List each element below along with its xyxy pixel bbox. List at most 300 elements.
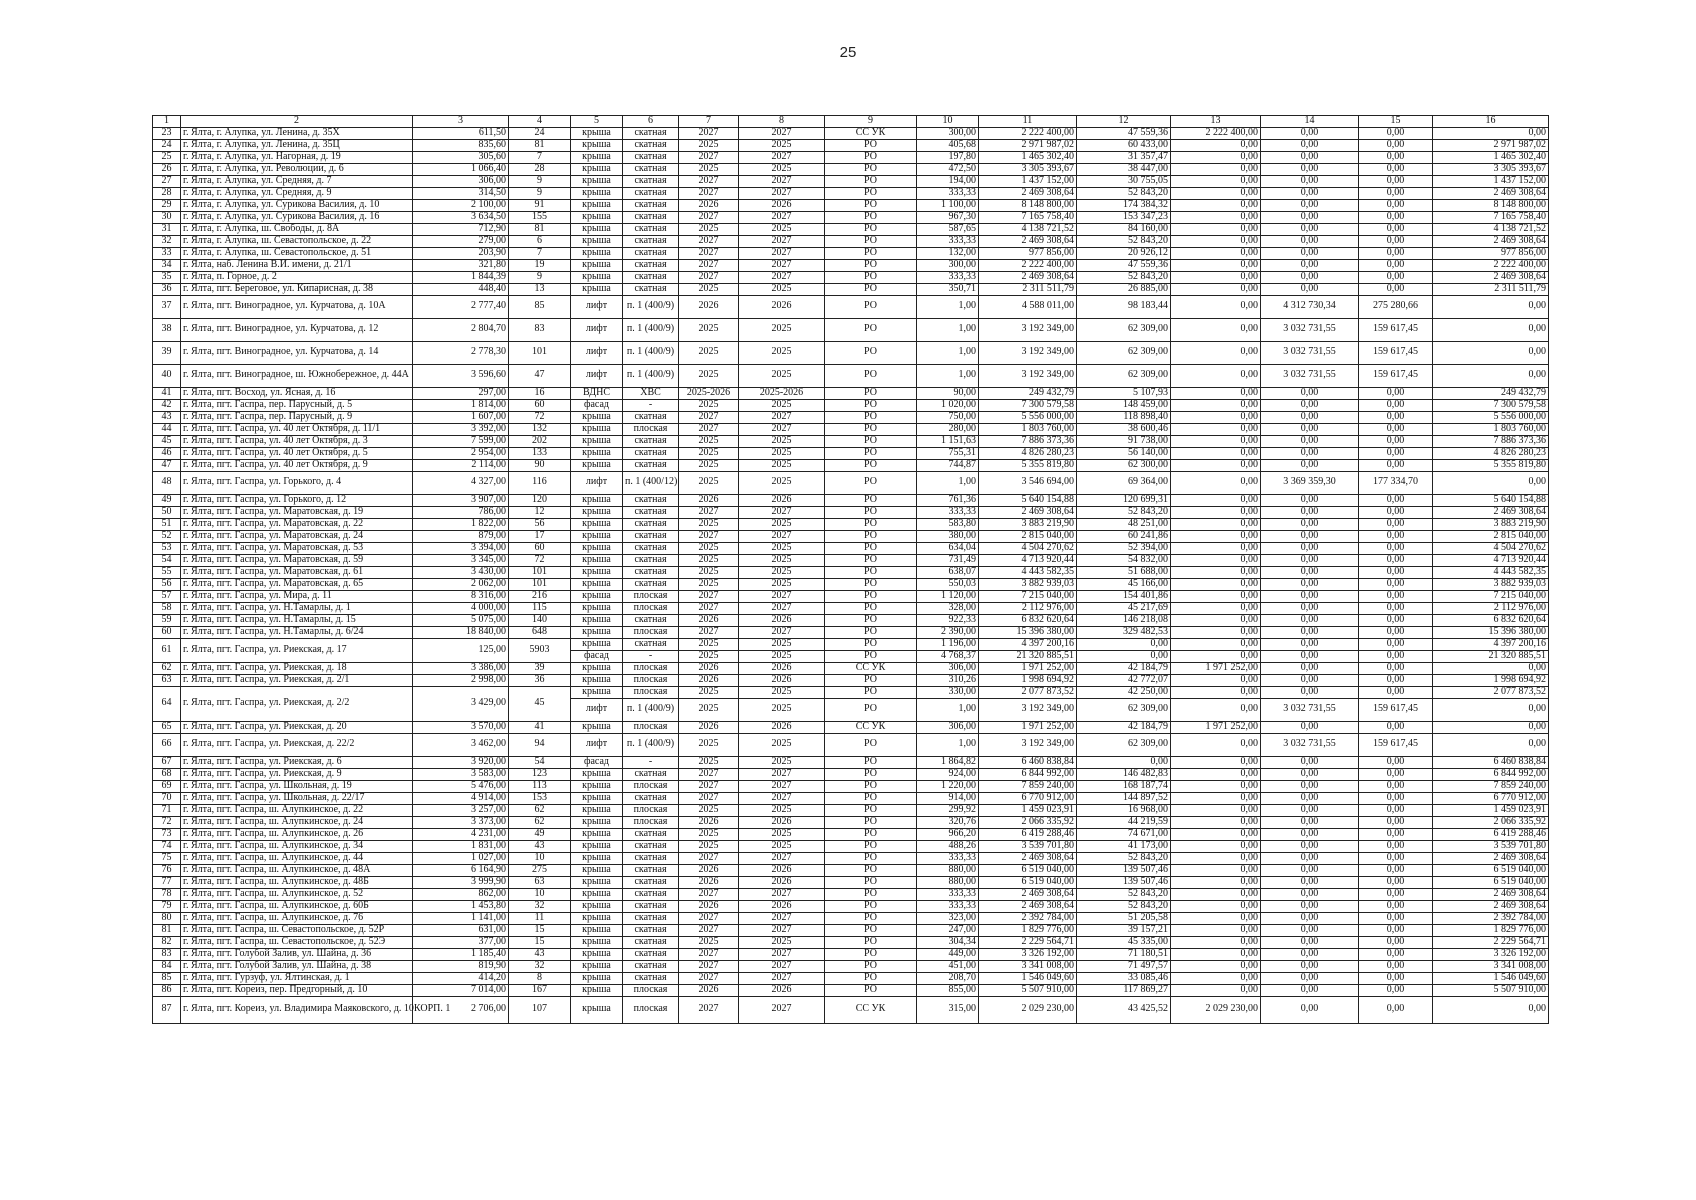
year-plan-cell: 2025 (679, 341, 739, 364)
year-plan-cell: 2027 (679, 423, 739, 435)
table-row (153, 554, 1549, 566)
address-cell: г. Ялта, пгт. Гаспра, ул. Горького, д. 4 (181, 471, 413, 494)
method-cell: РО (825, 318, 917, 341)
year-plan-cell: 2026 (679, 662, 739, 674)
volume-cell: 550,03 (917, 578, 979, 590)
owner-funds-cell: 1 971 252,00 (1171, 662, 1261, 674)
cost-cell: 7 886 373,36 (979, 435, 1077, 447)
regional-funds-cell: 0,00 (1359, 972, 1433, 984)
regional-funds-cell: 0,00 (1359, 283, 1433, 295)
element-cell: крыша (571, 199, 623, 211)
method-cell: РО (825, 518, 917, 530)
federal-funds-cell: 0,00 (1261, 602, 1359, 614)
element-cell: крыша (571, 876, 623, 888)
owner-funds-cell: 0,00 (1171, 139, 1261, 151)
method-cell: РО (825, 948, 917, 960)
control-cost-cell: 45 217,69 (1077, 602, 1171, 614)
table-row (153, 271, 1549, 283)
table-row (153, 960, 1549, 972)
year-plan-cell: 2025 (679, 804, 739, 816)
method-cell: СС УК (825, 662, 917, 674)
method-cell: РО (825, 626, 917, 638)
method-cell: РО (825, 542, 917, 554)
control-cost-cell: 84 160,00 (1077, 223, 1171, 235)
year-cell: 2025 (739, 566, 825, 578)
fund-cell: 3 341 008,00 (1433, 960, 1549, 972)
federal-funds-cell: 0,00 (1261, 638, 1359, 650)
regional-funds-cell: 275 280,66 (1359, 295, 1433, 318)
year-cell: 2027 (739, 780, 825, 792)
type-cell: скатная (623, 578, 679, 590)
year-plan-cell: 2026 (679, 816, 739, 828)
method-cell: РО (825, 804, 917, 816)
owner-funds-cell: 0,00 (1171, 876, 1261, 888)
control-cost-cell: 98 183,44 (1077, 295, 1171, 318)
method-cell: РО (825, 936, 917, 948)
type-cell: скатная (623, 948, 679, 960)
type-cell: скатная (623, 283, 679, 295)
element-cell: лифт (571, 295, 623, 318)
volume-cell: 405,68 (917, 139, 979, 151)
volume-cell: 333,33 (917, 900, 979, 912)
fund-cell: 6 770 912,00 (1433, 792, 1549, 804)
year-cell: 2027 (739, 852, 825, 864)
fund-cell: 6 519 040,00 (1433, 876, 1549, 888)
fund-cell: 4 826 280,23 (1433, 447, 1549, 459)
regional-funds-cell: 0,00 (1359, 199, 1433, 211)
cost-cell: 2 112 976,00 (979, 602, 1077, 614)
year-cell: 2027 (739, 996, 825, 1023)
year-cell: 2025 (739, 936, 825, 948)
method-cell: РО (825, 768, 917, 780)
regional-funds-cell: 0,00 (1359, 948, 1433, 960)
control-cost-cell: 91 738,00 (1077, 435, 1171, 447)
year-plan-cell: 2025 (679, 399, 739, 411)
row-number: 81 (153, 924, 181, 936)
count-cell: 10 (509, 852, 571, 864)
federal-funds-cell: 0,00 (1261, 127, 1359, 139)
control-cost-cell: 33 085,46 (1077, 972, 1171, 984)
federal-funds-cell: 0,00 (1261, 948, 1359, 960)
owner-funds-cell: 0,00 (1171, 271, 1261, 283)
cost-cell: 3 192 349,00 (979, 733, 1077, 756)
control-cost-cell: 42 184,79 (1077, 662, 1171, 674)
address-cell: г. Ялта, г. Алупка, ул. Нагорная, д. 19 (181, 151, 413, 163)
address-cell: г. Ялта, пгт. Гаспра, ул. Маратовская, д. 19 (181, 506, 413, 518)
year-plan-cell: 2025 (679, 471, 739, 494)
element-cell: крыша (571, 972, 623, 984)
year-cell: 2025 (739, 698, 825, 721)
address-cell: г. Ялта, пгт. Гаспра, ул. Школьная, д. 19 (181, 780, 413, 792)
element-cell: крыша (571, 187, 623, 199)
row-number: 36 (153, 283, 181, 295)
column-number-header: 2 (181, 116, 413, 128)
fund-cell: 2 469 308,64 (1433, 888, 1549, 900)
fund-cell: 1 803 760,00 (1433, 423, 1549, 435)
table-row (153, 721, 1549, 733)
table-row (153, 411, 1549, 423)
regional-funds-cell: 0,00 (1359, 494, 1433, 506)
area-cell: 2 114,00 (413, 459, 509, 471)
control-cost-cell: 139 507,46 (1077, 876, 1171, 888)
fund-cell: 3 883 219,90 (1433, 518, 1549, 530)
type-cell: плоская (623, 423, 679, 435)
row-number: 30 (153, 211, 181, 223)
owner-funds-cell: 0,00 (1171, 602, 1261, 614)
row-number: 69 (153, 780, 181, 792)
method-cell: РО (825, 423, 917, 435)
address-cell: г. Ялта, пгт. Гаспра, ул. Школьная, д. 22/17 (181, 792, 413, 804)
federal-funds-cell: 0,00 (1261, 459, 1359, 471)
regional-funds-cell: 0,00 (1359, 650, 1433, 662)
element-cell: лифт (571, 471, 623, 494)
federal-funds-cell: 0,00 (1261, 996, 1359, 1023)
year-cell: 2025 (739, 554, 825, 566)
year-plan-cell: 2027 (679, 780, 739, 792)
column-number-header: 3 (413, 116, 509, 128)
row-number: 61 (153, 638, 181, 662)
address-cell: г. Ялта, пгт. Гаспра, ш. Алупкинское, д. 60Б (181, 900, 413, 912)
count-cell: 101 (509, 566, 571, 578)
owner-funds-cell: 0,00 (1171, 984, 1261, 996)
control-cost-cell: 62 309,00 (1077, 733, 1171, 756)
row-number: 63 (153, 674, 181, 686)
table-row (153, 996, 1549, 1023)
method-cell: РО (825, 590, 917, 602)
federal-funds-cell: 0,00 (1261, 235, 1359, 247)
cost-cell: 7 859 240,00 (979, 780, 1077, 792)
cost-cell: 3 341 008,00 (979, 960, 1077, 972)
address-cell: г. Ялта, пгт. Голубой Залив, ул. Шайна, д. 36 (181, 948, 413, 960)
column-number-header: 6 (623, 116, 679, 128)
cost-cell: 7 165 758,40 (979, 211, 1077, 223)
volume-cell: 1,00 (917, 733, 979, 756)
federal-funds-cell: 0,00 (1261, 163, 1359, 175)
volume-cell: 280,00 (917, 423, 979, 435)
area-cell: 3 373,00 (413, 816, 509, 828)
year-plan-cell: 2027 (679, 175, 739, 187)
fund-cell: 4 397 200,16 (1433, 638, 1549, 650)
federal-funds-cell: 0,00 (1261, 530, 1359, 542)
element-cell: лифт (571, 698, 623, 721)
address-cell: г. Ялта, наб. Ленина В.И. имени, д. 21/1 (181, 259, 413, 271)
volume-cell: 2 390,00 (917, 626, 979, 638)
year-cell: 2025 (739, 578, 825, 590)
fund-cell: 0,00 (1433, 662, 1549, 674)
fund-cell: 0,00 (1433, 318, 1549, 341)
address-cell: г. Ялта, пгт. Гаспра, ул. Риекская, д. 2/1 (181, 674, 413, 686)
element-cell: крыша (571, 840, 623, 852)
type-cell: скатная (623, 151, 679, 163)
area-cell: 2 100,00 (413, 199, 509, 211)
count-cell: 101 (509, 578, 571, 590)
control-cost-cell: 42 250,00 (1077, 686, 1171, 698)
table-row (153, 471, 1549, 494)
regional-funds-cell: 0,00 (1359, 163, 1433, 175)
row-number: 25 (153, 151, 181, 163)
fund-cell: 2 469 308,64 (1433, 235, 1549, 247)
federal-funds-cell: 0,00 (1261, 247, 1359, 259)
federal-funds-cell: 0,00 (1261, 542, 1359, 554)
regional-funds-cell: 0,00 (1359, 423, 1433, 435)
volume-cell: 488,26 (917, 840, 979, 852)
year-plan-cell: 2025 (679, 686, 739, 698)
federal-funds-cell: 3 032 731,55 (1261, 318, 1359, 341)
regional-funds-cell: 0,00 (1359, 435, 1433, 447)
federal-funds-cell: 0,00 (1261, 175, 1359, 187)
volume-cell: 320,76 (917, 816, 979, 828)
year-plan-cell: 2025 (679, 733, 739, 756)
address-cell: г. Ялта, г. Алупка, ул. Ленина, д. 35Ц (181, 139, 413, 151)
year-plan-cell: 2025 (679, 283, 739, 295)
table-row (153, 566, 1549, 578)
method-cell: РО (825, 211, 917, 223)
count-cell: 155 (509, 211, 571, 223)
method-cell: РО (825, 271, 917, 283)
fund-cell: 2 077 873,52 (1433, 686, 1549, 698)
federal-funds-cell: 0,00 (1261, 211, 1359, 223)
year-plan-cell: 2027 (679, 187, 739, 199)
year-cell: 2027 (739, 972, 825, 984)
method-cell: РО (825, 247, 917, 259)
area-cell: 3 634,50 (413, 211, 509, 223)
control-cost-cell: 144 897,52 (1077, 792, 1171, 804)
method-cell: РО (825, 828, 917, 840)
fund-cell: 2 971 987,02 (1433, 139, 1549, 151)
table-row (153, 972, 1549, 984)
element-cell: крыша (571, 542, 623, 554)
row-number: 82 (153, 936, 181, 948)
count-cell: 90 (509, 459, 571, 471)
table-row (153, 259, 1549, 271)
regional-funds-cell: 0,00 (1359, 506, 1433, 518)
row-number: 31 (153, 223, 181, 235)
element-cell: крыша (571, 936, 623, 948)
method-cell: РО (825, 341, 917, 364)
row-number: 73 (153, 828, 181, 840)
owner-funds-cell: 0,00 (1171, 936, 1261, 948)
element-cell: крыша (571, 259, 623, 271)
owner-funds-cell: 0,00 (1171, 199, 1261, 211)
table-row (153, 936, 1549, 948)
year-plan-cell: 2027 (679, 792, 739, 804)
fund-cell: 3 882 939,03 (1433, 578, 1549, 590)
year-cell: 2027 (739, 888, 825, 900)
fund-cell: 1 437 152,00 (1433, 175, 1549, 187)
volume-cell: 323,00 (917, 912, 979, 924)
cost-cell: 1 803 760,00 (979, 423, 1077, 435)
count-cell: 36 (509, 674, 571, 686)
federal-funds-cell: 0,00 (1261, 888, 1359, 900)
year-cell: 2027 (739, 960, 825, 972)
fund-cell: 7 215 040,00 (1433, 590, 1549, 602)
volume-cell: 967,30 (917, 211, 979, 223)
control-cost-cell: 43 425,52 (1077, 996, 1171, 1023)
federal-funds-cell: 0,00 (1261, 283, 1359, 295)
year-plan-cell: 2025 (679, 698, 739, 721)
address-cell: г. Ялта, пгт. Гаспра, ш. Алупкинское, д. 48А (181, 864, 413, 876)
count-cell: 63 (509, 876, 571, 888)
type-cell: скатная (623, 876, 679, 888)
regional-funds-cell: 0,00 (1359, 756, 1433, 768)
address-cell: г. Ялта, пгт. Гаспра, ш. Алупкинское, д. 52 (181, 888, 413, 900)
area-cell: 1 814,00 (413, 399, 509, 411)
control-cost-cell: 48 251,00 (1077, 518, 1171, 530)
table-row (153, 984, 1549, 996)
address-cell: г. Ялта, пгт. Гаспра, ул. Риекская, д. 2/2 (181, 686, 413, 721)
owner-funds-cell: 0,00 (1171, 626, 1261, 638)
address-cell: г. Ялта, пгт. Гаспра, ул. Риекская, д. 18 (181, 662, 413, 674)
method-cell: РО (825, 912, 917, 924)
year-plan-cell: 2027 (679, 960, 739, 972)
cost-cell: 2 066 335,92 (979, 816, 1077, 828)
federal-funds-cell: 0,00 (1261, 768, 1359, 780)
row-number: 70 (153, 792, 181, 804)
method-cell: РО (825, 187, 917, 199)
address-cell: г. Ялта, пгт. Гаспра, ул. Маратовская, д. 53 (181, 542, 413, 554)
area-cell: 631,00 (413, 924, 509, 936)
regional-funds-cell: 0,00 (1359, 518, 1433, 530)
type-cell: скатная (623, 447, 679, 459)
method-cell: РО (825, 506, 917, 518)
area-cell: 377,00 (413, 936, 509, 948)
element-cell: крыша (571, 912, 623, 924)
table-row (153, 864, 1549, 876)
year-cell: 2027 (739, 271, 825, 283)
type-cell: скатная (623, 960, 679, 972)
owner-funds-cell: 0,00 (1171, 399, 1261, 411)
control-cost-cell: 62 309,00 (1077, 698, 1171, 721)
regional-funds-cell: 0,00 (1359, 235, 1433, 247)
cost-cell: 5 640 154,88 (979, 494, 1077, 506)
address-cell: г. Ялта, пгт. Гаспра, ул. Риекская, д. 22/2 (181, 733, 413, 756)
cost-cell: 3 192 349,00 (979, 341, 1077, 364)
volume-cell: 472,50 (917, 163, 979, 175)
count-cell: 54 (509, 756, 571, 768)
cost-cell: 1 437 152,00 (979, 175, 1077, 187)
regional-funds-cell: 0,00 (1359, 578, 1433, 590)
count-cell: 8 (509, 972, 571, 984)
owner-funds-cell: 0,00 (1171, 960, 1261, 972)
fund-cell: 5 355 819,80 (1433, 459, 1549, 471)
row-number: 34 (153, 259, 181, 271)
control-cost-cell: 20 926,12 (1077, 247, 1171, 259)
address-cell: г. Ялта, пгт. Гаспра, ул. Маратовская, д. 22 (181, 518, 413, 530)
element-cell: фасад (571, 756, 623, 768)
count-cell: 16 (509, 387, 571, 399)
area-cell: 819,90 (413, 960, 509, 972)
regional-funds-cell: 0,00 (1359, 864, 1433, 876)
area-cell: 5 476,00 (413, 780, 509, 792)
control-cost-cell: 31 357,47 (1077, 151, 1171, 163)
volume-cell: 197,80 (917, 151, 979, 163)
year-cell: 2027 (739, 626, 825, 638)
row-number: 67 (153, 756, 181, 768)
table-row (153, 283, 1549, 295)
fund-cell: 2 469 308,64 (1433, 506, 1549, 518)
type-cell: скатная (623, 459, 679, 471)
table-row (153, 139, 1549, 151)
method-cell: РО (825, 199, 917, 211)
table-row (153, 578, 1549, 590)
table-row (153, 674, 1549, 686)
fund-cell: 4 504 270,62 (1433, 542, 1549, 554)
row-number: 87 (153, 996, 181, 1023)
type-cell: плоская (623, 996, 679, 1023)
year-cell: 2025 (739, 542, 825, 554)
year-cell: 2025 (739, 733, 825, 756)
area-cell: 3 920,00 (413, 756, 509, 768)
type-cell: - (623, 650, 679, 662)
method-cell: РО (825, 960, 917, 972)
area-cell: 3 392,00 (413, 423, 509, 435)
fund-cell: 5 556 000,00 (1433, 411, 1549, 423)
volume-cell: 328,00 (917, 602, 979, 614)
control-cost-cell: 0,00 (1077, 756, 1171, 768)
row-number: 50 (153, 506, 181, 518)
address-cell: г. Ялта, пгт. Гаспра, ул. Риекская, д. 17 (181, 638, 413, 662)
element-cell: крыша (571, 494, 623, 506)
row-number: 46 (153, 447, 181, 459)
federal-funds-cell: 0,00 (1261, 936, 1359, 948)
element-cell: крыша (571, 924, 623, 936)
federal-funds-cell: 0,00 (1261, 650, 1359, 662)
element-cell: крыша (571, 662, 623, 674)
owner-funds-cell: 0,00 (1171, 447, 1261, 459)
year-plan-cell: 2025 (679, 435, 739, 447)
element-cell: лифт (571, 341, 623, 364)
volume-cell: 333,33 (917, 506, 979, 518)
year-cell: 2027 (739, 411, 825, 423)
area-cell: 3 462,00 (413, 733, 509, 756)
federal-funds-cell: 0,00 (1261, 518, 1359, 530)
type-cell: скатная (623, 530, 679, 542)
type-cell: скатная (623, 888, 679, 900)
control-cost-cell: 38 600,46 (1077, 423, 1171, 435)
volume-cell: 306,00 (917, 662, 979, 674)
control-cost-cell: 42 772,07 (1077, 674, 1171, 686)
federal-funds-cell: 0,00 (1261, 151, 1359, 163)
volume-cell: 755,31 (917, 447, 979, 459)
control-cost-cell: 52 843,20 (1077, 271, 1171, 283)
element-cell: крыша (571, 163, 623, 175)
count-cell: 24 (509, 127, 571, 139)
method-cell: СС УК (825, 721, 917, 733)
method-cell: РО (825, 888, 917, 900)
address-cell: г. Ялта, г. Алупка, ш. Севастопольское, д. 51 (181, 247, 413, 259)
year-cell: 2025 (739, 459, 825, 471)
table-row (153, 852, 1549, 864)
address-cell: г. Ялта, пгт. Гаспра, пер. Парусный, д. 9 (181, 411, 413, 423)
cost-cell: 3 192 349,00 (979, 318, 1077, 341)
federal-funds-cell: 3 032 731,55 (1261, 341, 1359, 364)
year-plan-cell: 2027 (679, 127, 739, 139)
cost-cell: 249 432,79 (979, 387, 1077, 399)
regional-funds-cell: 0,00 (1359, 602, 1433, 614)
type-cell: скатная (623, 211, 679, 223)
type-cell: скатная (623, 900, 679, 912)
year-plan-cell: 2025 (679, 223, 739, 235)
count-cell: 133 (509, 447, 571, 459)
type-cell: плоская (623, 984, 679, 996)
year-cell: 2025 (739, 223, 825, 235)
area-cell: 835,60 (413, 139, 509, 151)
element-cell: крыша (571, 626, 623, 638)
row-number: 71 (153, 804, 181, 816)
cost-cell: 2 029 230,00 (979, 996, 1077, 1023)
element-cell: крыша (571, 828, 623, 840)
cost-cell: 3 883 219,90 (979, 518, 1077, 530)
